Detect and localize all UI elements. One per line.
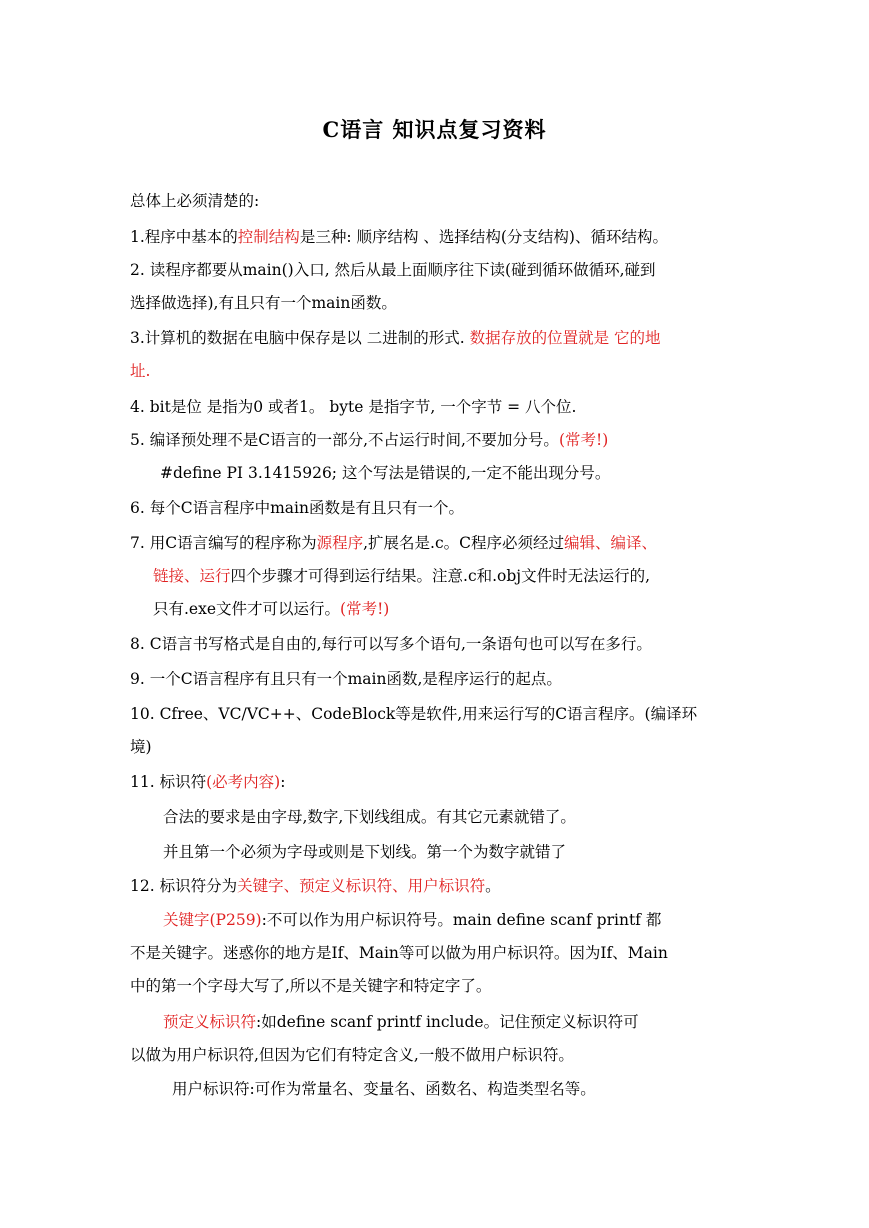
highlighted-text: 预定义标识符 — [163, 1013, 257, 1031]
text-line — [172, 1078, 596, 1100]
text-line — [130, 259, 656, 281]
text-line — [130, 633, 652, 655]
text-segment: :不可以作为用户标识符号。main define scanf printf 都 — [261, 911, 662, 929]
highlighted-text: 源程序 — [316, 534, 364, 552]
text-line — [130, 532, 657, 554]
text-line — [130, 429, 608, 451]
highlighted-text: 链接、运行 — [153, 567, 231, 585]
text-segment: 境) — [130, 738, 152, 756]
text-segment: 总体上必须清楚的: — [130, 192, 260, 210]
text-segment: #define PI 3.1415926; 这个写法是错误的,一定不能出现分号。 — [160, 464, 611, 482]
text-segment: 7. 用C语言编写的程序称为 — [130, 534, 317, 552]
text-segment: 11. 标识符 — [130, 773, 207, 791]
text-segment: 4. bit是位 是指为0 或者1。 byte 是指字节, 一个字节 = 八个位. — [130, 398, 577, 416]
text-line — [163, 1011, 639, 1033]
text-segment: 9. 一个C语言程序有且只有一个main函数,是程序运行的起点。 — [130, 670, 562, 688]
highlighted-text: 关键字(P259) — [163, 911, 262, 929]
highlighted-text: 数据存放的位置就是 它的地 — [469, 329, 661, 347]
document-title: C语言 知识点复习资料 — [322, 117, 547, 142]
text-line — [160, 462, 610, 484]
text-line — [163, 841, 566, 863]
text-line — [130, 360, 150, 382]
text-segment: ,扩展名是.c。C程序必须经过 — [363, 534, 564, 552]
text-segment: 选择做选择),有且只有一个main函数。 — [130, 294, 397, 312]
highlighted-text: (常考!) — [558, 431, 609, 449]
text-segment: 是三种: 顺序结构 、选择结构(分支结构)、循环结构。 — [299, 228, 668, 246]
text-line — [130, 875, 501, 897]
text-segment: 2. 读程序都要从main()入口, 然后从最上面顺序往下读(碰到循环做循环,碰到 — [130, 261, 656, 279]
text-line — [130, 396, 576, 418]
text-line — [130, 226, 668, 248]
text-segment: 8. C语言书写格式是自由的,每行可以写多个语句,一条语句也可以写在多行。 — [130, 635, 652, 653]
text-line — [130, 1044, 574, 1066]
text-segment: 四个步骤才可得到运行结果。注意.c和.obj文件时无法运行的, — [230, 567, 651, 585]
text-segment: 3.计算机的数据在电脑中保存是以 二进制的形式. — [130, 329, 470, 347]
text-segment: 不是关键字。迷惑你的地方是If、Main等可以做为用户标识符。因为If、Main — [130, 944, 668, 962]
text-line — [130, 190, 259, 212]
text-segment: 以做为用户标识符,但因为它们有特定含义,一般不做用户标识符。 — [130, 1046, 574, 1064]
text-line — [130, 942, 668, 964]
text-line — [130, 497, 464, 519]
text-line — [130, 771, 285, 793]
text-line — [130, 703, 697, 725]
text-line — [153, 565, 650, 587]
text-line — [153, 598, 389, 620]
text-segment: 用户标识符:可作为常量名、变量名、函数名、构造类型名等。 — [172, 1080, 596, 1098]
text-line — [130, 975, 491, 997]
text-segment: 12. 标识符分为 — [130, 877, 238, 895]
text-segment: :如define scanf printf include。记住预定义标识符可 — [256, 1013, 639, 1031]
text-segment: 中的第一个字母大写了,所以不是关键字和特定字了。 — [130, 977, 492, 995]
text-segment: 。 — [485, 877, 501, 895]
text-segment: 5. 编译预处理不是C语言的一部分,不占运行时间,不要加分号。 — [130, 431, 559, 449]
text-segment: 10. Cfree、VC/VC++、CodeBlock等是软件,用来运行写的C语言程序。(编译环 — [130, 705, 698, 723]
text-line — [163, 806, 576, 828]
text-line — [163, 909, 661, 931]
text-segment: 只有.exe文件才可以运行。 — [153, 600, 341, 618]
text-line — [130, 327, 661, 349]
text-segment: 合法的要求是由字母,数字,下划线组成。有其它元素就错了。 — [163, 808, 576, 826]
highlighted-text: 控制结构 — [237, 228, 300, 246]
text-line — [130, 736, 152, 758]
highlighted-text: (必考内容) — [206, 773, 281, 791]
text-segment: : — [280, 773, 286, 791]
highlighted-text: 编辑、编译、 — [564, 534, 658, 552]
text-segment: 1.程序中基本的 — [130, 228, 238, 246]
highlighted-text: (常考!) — [340, 600, 390, 618]
highlighted-text: 关键字、预定义标识符、用户标识符 — [237, 877, 486, 895]
text-line — [130, 668, 562, 690]
text-segment: 并且第一个必须为字母或则是下划线。第一个为数字就错了 — [163, 843, 567, 861]
text-line — [130, 292, 397, 314]
text-segment: 6. 每个C语言程序中main函数是有且只有一个。 — [130, 499, 464, 517]
highlighted-text: 址. — [130, 362, 151, 380]
